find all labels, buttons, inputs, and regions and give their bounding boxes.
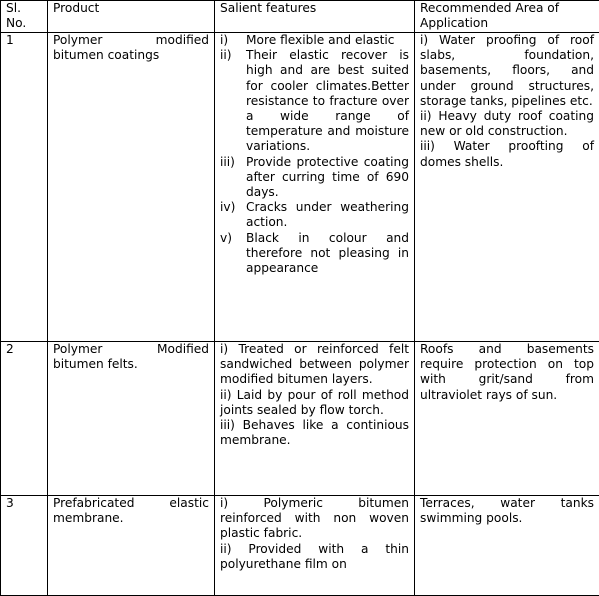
table-row xyxy=(1,342,599,496)
header-salient-features: Salient features xyxy=(215,1,415,33)
feature-text: Cracks under weathering action. xyxy=(246,200,409,230)
feature-number: iii) xyxy=(220,155,246,201)
feature-item xyxy=(220,231,409,277)
row-sl-no: 2 xyxy=(1,342,48,496)
row-product: Polymer Modified bitumen felts. xyxy=(48,342,215,496)
feature-number: ii) xyxy=(220,48,246,154)
header-application: Recommended Area of Application xyxy=(415,1,599,33)
application-item: iii) Water proofting of domes shells. xyxy=(420,139,594,169)
feature-item xyxy=(220,48,409,154)
feature-text: Provide protective coating after curring time of 690 days. xyxy=(246,155,409,201)
feature-paragraph: ii) Provided with a thin polyurethane film on xyxy=(220,542,409,572)
feature-number: i) xyxy=(220,33,246,48)
row-sl-no: 3 xyxy=(1,496,48,596)
feature-text: More flexible and elastic xyxy=(246,33,409,48)
application-item: Terraces, water tanks swimming pools. xyxy=(420,496,594,526)
feature-text: Black in colour and therefore not pleasing in appearance xyxy=(246,231,409,277)
header-row xyxy=(1,1,599,33)
table-row xyxy=(1,33,599,342)
feature-paragraph: i) Treated or reinforced felt sandwiched between polymer modified bitumen layers. xyxy=(220,342,409,388)
feature-paragraph: iii) Behaves like a continious membrane. xyxy=(220,418,409,448)
row-sl-no: 1 xyxy=(1,33,48,342)
feature-number: v) xyxy=(220,231,246,277)
feature-paragraph: ii) Laid by pour of roll method joints sealed by flow torch. xyxy=(220,388,409,418)
row-application xyxy=(415,342,599,496)
feature-item xyxy=(220,200,409,230)
feature-paragraph: i) Polymeric bitumen reinforced with non woven plastic fabric. xyxy=(220,496,409,542)
row-features xyxy=(215,342,415,496)
row-application xyxy=(415,496,599,596)
table-row xyxy=(1,496,599,596)
feature-item xyxy=(220,33,409,48)
application-item: ii) Heavy duty roof coating new or old construction. xyxy=(420,109,594,139)
header-sl-no: Sl. No. xyxy=(1,1,48,33)
row-application xyxy=(415,33,599,342)
row-features xyxy=(215,33,415,342)
feature-item xyxy=(220,155,409,201)
application-item: Roofs and basements require protection on top with grit/sand from ultraviolet rays of sun. xyxy=(420,342,594,403)
row-product: Polymer modified bitumen coatings xyxy=(48,33,215,342)
application-item: i) Water proofing of roof slabs, foundation, basements, floors, and under ground structures, storage tanks, pipelines etc. xyxy=(420,33,594,109)
feature-list xyxy=(220,33,409,276)
feature-number: iv) xyxy=(220,200,246,230)
feature-text: Their elastic recover is high and are best suited for cooler climates.Better resistance to fracture over a wide range of temperature and moisture variations. xyxy=(246,48,409,154)
header-product: Product xyxy=(48,1,215,33)
row-features xyxy=(215,496,415,596)
row-product: Prefabricated elastic membrane. xyxy=(48,496,215,596)
